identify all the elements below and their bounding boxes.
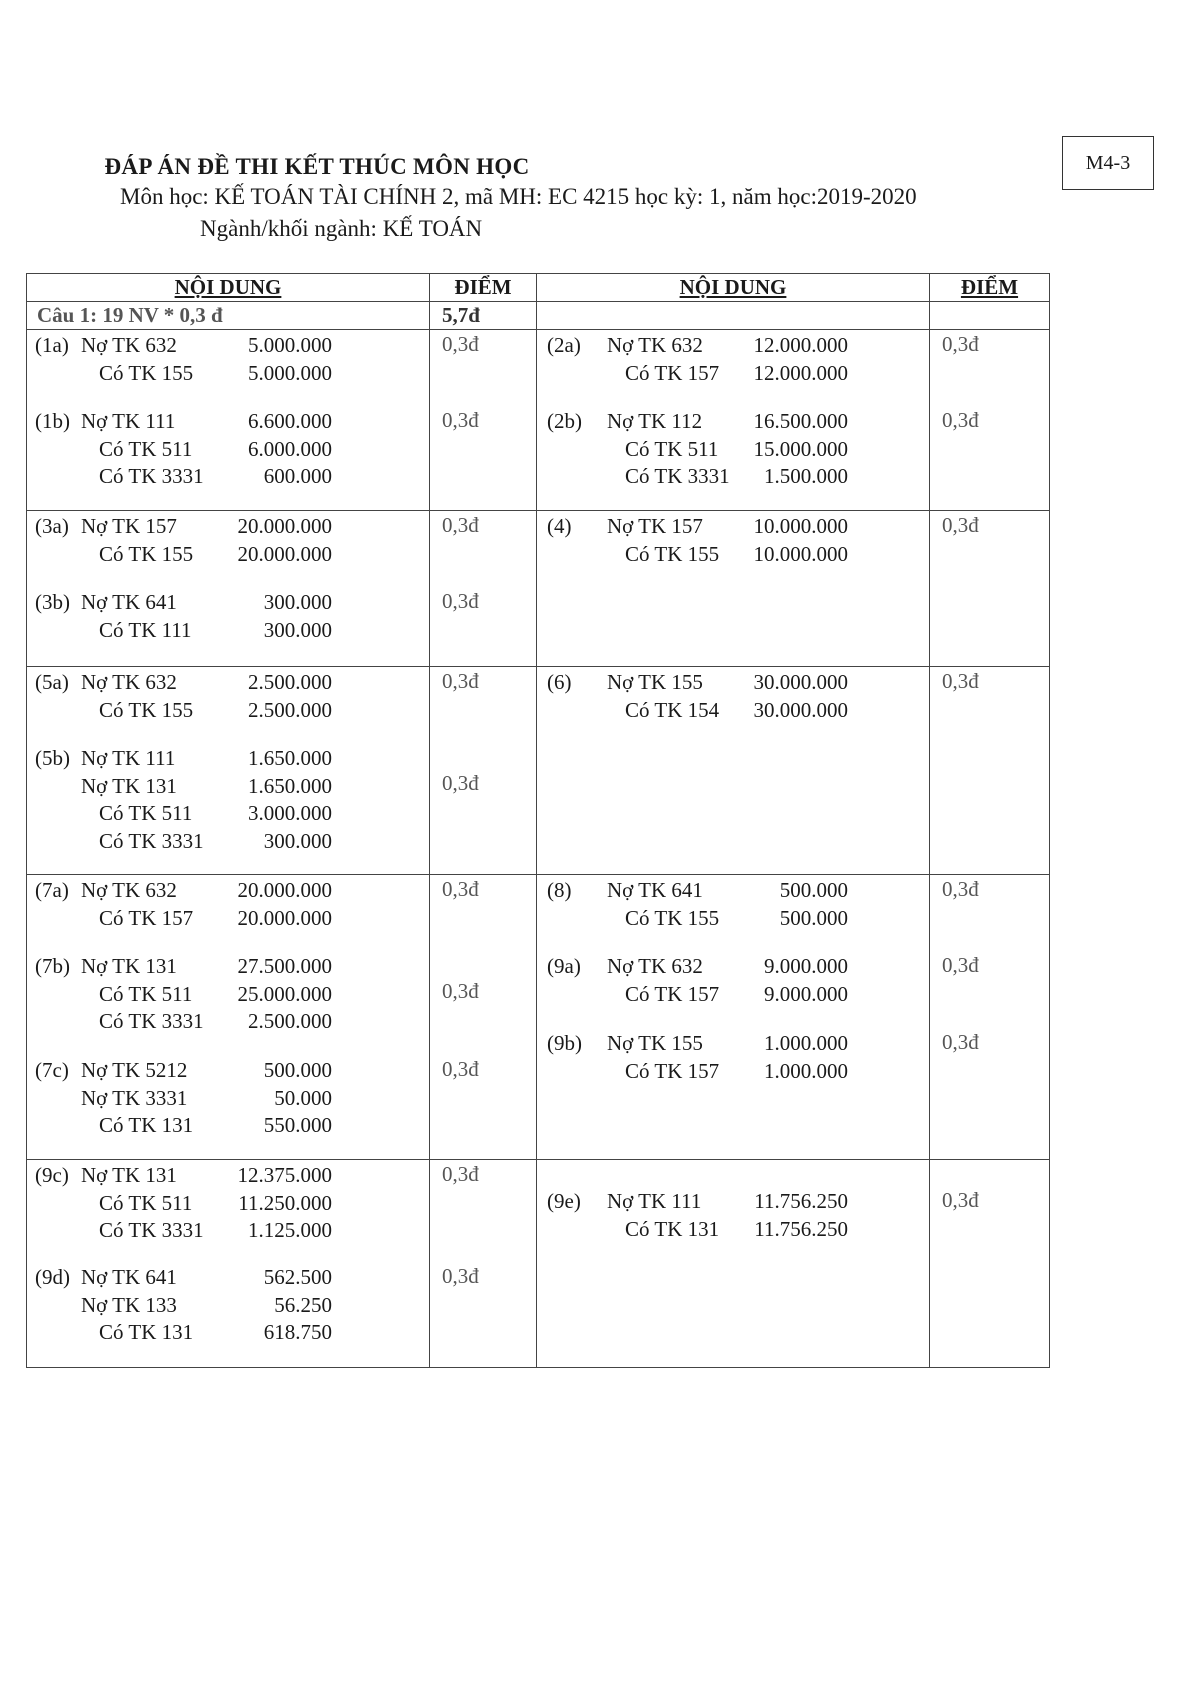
table-cell xyxy=(27,511,430,667)
debit-account: Nợ TK 641 xyxy=(81,590,177,614)
amount: 27.500.000 xyxy=(237,954,332,978)
document-title-text: ĐÁP ÁN ĐỀ THI KẾT THÚC MÔN HỌC xyxy=(104,154,530,179)
amount: 5.000.000 xyxy=(248,360,332,385)
amount: 1.000.000 xyxy=(764,1058,848,1083)
debit-account: Nợ TK 632 xyxy=(81,670,177,694)
amount: 1.000.000 xyxy=(764,1031,848,1055)
credit-account: Có TK 155 xyxy=(99,360,194,385)
credit-account: Có TK 131 xyxy=(625,1216,720,1241)
entry-line xyxy=(27,697,429,725)
right-content-cell xyxy=(537,511,929,666)
journal-entry xyxy=(537,877,929,932)
entry-label: (9b) xyxy=(547,1031,582,1055)
course-info: Môn học: KẾ TOÁN TÀI CHÍNH 2, mã MH: EC 4215 học kỳ: 1, năm học:2019-2020 xyxy=(120,184,917,209)
entry-line xyxy=(27,1057,429,1085)
left-score-cell xyxy=(430,1160,536,1367)
entry-line xyxy=(27,1292,429,1320)
entry-score: 0,3đ xyxy=(942,669,979,693)
entry-label: (1a) xyxy=(35,333,69,357)
entry-line xyxy=(27,905,429,933)
header-score-left-text: ĐIỂM xyxy=(454,275,512,299)
amount: 16.500.000 xyxy=(753,409,848,433)
entry-line xyxy=(27,877,429,905)
entry-block-row xyxy=(27,1160,1050,1368)
table-header-row xyxy=(27,274,1050,302)
credit-account: Có TK 157 xyxy=(99,905,194,930)
credit-account: Có TK 3331 xyxy=(99,1009,204,1033)
debit-account: Nợ TK 111 xyxy=(81,409,176,433)
entry-line xyxy=(27,669,429,697)
entry-line xyxy=(27,408,429,436)
entry-line xyxy=(27,1190,429,1218)
amount: 562.500 xyxy=(263,1265,332,1289)
header-score-left xyxy=(430,274,537,302)
left-score-cell xyxy=(430,511,536,666)
entry-score: 0,3đ xyxy=(442,669,479,693)
left-content-cell xyxy=(27,1160,429,1367)
entry-line xyxy=(27,1264,429,1292)
entry-line xyxy=(27,1319,429,1347)
credit-account: Có TK 131 xyxy=(99,1113,194,1137)
right-content-cell xyxy=(537,875,929,1159)
amount: 30.000.000 xyxy=(753,697,848,722)
amount: 6.000.000 xyxy=(248,436,332,461)
entry-label: (7a) xyxy=(35,878,69,902)
credit-account: Có TK 3331 xyxy=(99,464,204,488)
entry-line xyxy=(27,1217,429,1245)
entry-score: 0,3đ xyxy=(942,1030,979,1054)
entry-score: 0,3đ xyxy=(942,1188,979,1212)
left-content-cell xyxy=(27,330,429,510)
amount: 25.000.000 xyxy=(237,981,332,1006)
entry-line xyxy=(27,513,429,541)
entry-line xyxy=(537,408,929,436)
credit-account: Có TK 111 xyxy=(99,617,192,642)
entry-line xyxy=(27,1112,429,1140)
amount: 300.000 xyxy=(263,617,332,642)
table-cell xyxy=(27,875,430,1160)
entry-line xyxy=(537,669,929,697)
entry-line xyxy=(537,436,929,464)
journal-entry xyxy=(27,953,429,1036)
journal-entry xyxy=(537,669,929,724)
credit-account: Có TK 155 xyxy=(99,697,194,722)
table-cell xyxy=(430,667,537,875)
entry-score: 0,3đ xyxy=(942,408,979,432)
entry-line xyxy=(27,773,429,801)
right-score-cell xyxy=(930,1160,1049,1367)
entry-score: 0,3đ xyxy=(442,1057,479,1081)
table-cell xyxy=(930,667,1050,875)
amount: 3.000.000 xyxy=(248,801,332,825)
credit-account: Có TK 3331 xyxy=(99,828,204,853)
entry-line xyxy=(537,1188,929,1216)
amount: 20.000.000 xyxy=(237,541,332,566)
entry-line xyxy=(537,463,929,491)
entry-score: 0,3đ xyxy=(442,979,479,1003)
entry-label: (9d) xyxy=(35,1265,70,1289)
debit-account: Nợ TK 131 xyxy=(81,773,177,798)
entry-line xyxy=(27,617,429,645)
table-cell xyxy=(27,667,430,875)
table-cell xyxy=(430,875,537,1160)
entry-label: (3b) xyxy=(35,590,70,614)
amount: 9.000.000 xyxy=(764,954,848,978)
amount: 56.250 xyxy=(274,1292,332,1317)
entry-label: (7c) xyxy=(35,1058,69,1082)
journal-entry xyxy=(27,1162,429,1245)
journal-entry xyxy=(537,513,929,568)
entry-line xyxy=(27,1085,429,1113)
amount: 50.000 xyxy=(274,1085,332,1110)
entry-block-row xyxy=(27,330,1050,511)
entry-line xyxy=(27,828,429,856)
entry-score: 0,3đ xyxy=(442,771,479,795)
credit-account: Có TK 155 xyxy=(99,541,194,566)
entry-score: 0,3đ xyxy=(942,332,979,356)
major-info: Ngành/khối ngành: KẾ TOÁN xyxy=(200,216,483,241)
entry-label: (8) xyxy=(547,878,572,902)
journal-entry xyxy=(27,408,429,491)
entry-score: 0,3đ xyxy=(942,513,979,537)
debit-account: Nợ TK 155 xyxy=(607,1031,703,1055)
amount: 12.000.000 xyxy=(753,360,848,385)
debit-account: Nợ TK 632 xyxy=(607,333,703,357)
amount: 20.000.000 xyxy=(237,905,332,930)
journal-entry xyxy=(27,332,429,387)
entry-label: (5b) xyxy=(35,746,70,770)
entry-line xyxy=(27,1162,429,1190)
debit-account: Nợ TK 112 xyxy=(607,409,703,433)
entry-line xyxy=(537,953,929,981)
entry-line xyxy=(27,1008,429,1036)
credit-account: Có TK 157 xyxy=(625,360,720,385)
journal-entry xyxy=(27,1057,429,1140)
amount: 500.000 xyxy=(779,905,848,930)
amount: 9.000.000 xyxy=(764,981,848,1006)
table-cell xyxy=(537,1160,930,1368)
amount: 2.500.000 xyxy=(248,1009,332,1033)
header-content-right-text: NỘI DUNG xyxy=(679,275,787,299)
question-empty-cell xyxy=(930,302,1050,330)
entry-score: 0,3đ xyxy=(442,513,479,537)
entry-line xyxy=(537,513,929,541)
entry-label: (4) xyxy=(547,514,572,538)
debit-account: Nợ TK 131 xyxy=(81,954,177,978)
credit-account: Có TK 511 xyxy=(99,436,193,461)
journal-entry xyxy=(27,513,429,568)
amount: 1.125.000 xyxy=(248,1218,332,1242)
table-cell xyxy=(930,1160,1050,1368)
amount: 20.000.000 xyxy=(237,878,332,902)
entry-label: (3a) xyxy=(35,514,69,538)
journal-entry xyxy=(537,408,929,491)
amount: 550.000 xyxy=(263,1113,332,1137)
amount: 10.000.000 xyxy=(753,541,848,566)
entry-line xyxy=(27,745,429,773)
credit-account: Có TK 157 xyxy=(625,1058,720,1083)
debit-account: Nợ TK 157 xyxy=(81,514,177,538)
table-cell xyxy=(537,667,930,875)
debit-account: Nợ TK 641 xyxy=(607,878,703,902)
amount: 2.500.000 xyxy=(248,697,332,722)
left-score-cell xyxy=(430,875,536,1159)
document-code: M4-3 xyxy=(1085,151,1131,174)
left-score-cell xyxy=(430,667,536,874)
journal-entry xyxy=(537,1188,929,1243)
amount: 618.750 xyxy=(263,1320,332,1344)
table-cell xyxy=(430,1160,537,1368)
amount: 5.000.000 xyxy=(248,333,332,357)
entry-score: 0,3đ xyxy=(442,877,479,901)
credit-account: Có TK 511 xyxy=(625,436,719,461)
entry-label: (6) xyxy=(547,670,572,694)
header-content-right xyxy=(537,274,930,302)
debit-account: Nợ TK 5212 xyxy=(81,1058,188,1082)
entry-score: 0,3đ xyxy=(442,1264,479,1288)
entry-score: 0,3đ xyxy=(442,332,479,356)
entry-line xyxy=(537,360,929,388)
debit-account: Nợ TK 632 xyxy=(607,954,703,978)
journal-entry xyxy=(27,589,429,644)
journal-entry xyxy=(27,745,429,855)
entry-line xyxy=(27,981,429,1009)
debit-account: Nợ TK 111 xyxy=(81,746,176,770)
left-score-cell xyxy=(430,330,536,510)
debit-account: Nợ TK 111 xyxy=(607,1189,702,1213)
amount: 15.000.000 xyxy=(753,436,848,461)
amount: 10.000.000 xyxy=(753,514,848,538)
credit-account: Có TK 511 xyxy=(99,981,193,1006)
entry-label: (9c) xyxy=(35,1163,69,1187)
table-cell xyxy=(27,330,430,511)
entry-line xyxy=(27,360,429,388)
credit-account: Có TK 511 xyxy=(99,1190,193,1215)
amount: 500.000 xyxy=(263,1058,332,1082)
debit-account: Nợ TK 632 xyxy=(81,333,177,357)
entry-line xyxy=(537,541,929,569)
amount: 20.000.000 xyxy=(237,514,332,538)
credit-account: Có TK 155 xyxy=(625,905,720,930)
amount: 1.650.000 xyxy=(248,773,332,798)
amount: 11.250.000 xyxy=(238,1190,332,1215)
question-label: Câu 1: 19 NV * 0,3 đ xyxy=(27,302,430,330)
journal-entry xyxy=(537,953,929,1008)
debit-account: Nợ TK 133 xyxy=(81,1292,177,1317)
debit-account: Nợ TK 157 xyxy=(607,514,703,538)
entry-line xyxy=(537,1216,929,1244)
right-score-cell xyxy=(930,511,1049,666)
credit-account: Có TK 511 xyxy=(99,801,193,825)
entry-label: (5a) xyxy=(35,670,69,694)
header-content-left-text: NỘI DUNG xyxy=(174,275,282,299)
header-score-right-text: ĐIỂM xyxy=(960,275,1019,299)
entry-line xyxy=(537,1058,929,1086)
amount: 1.500.000 xyxy=(764,464,848,488)
credit-account: Có TK 131 xyxy=(99,1320,194,1344)
entry-line xyxy=(537,905,929,933)
amount: 30.000.000 xyxy=(753,670,848,694)
table-cell xyxy=(537,511,930,667)
question-empty-cell xyxy=(537,302,930,330)
right-content-cell xyxy=(537,667,929,874)
entry-score: 0,3đ xyxy=(942,877,979,901)
question-row xyxy=(27,302,1050,330)
entry-line xyxy=(537,697,929,725)
table-cell xyxy=(430,330,537,511)
debit-account: Nợ TK 632 xyxy=(81,878,177,902)
entry-block-row xyxy=(27,511,1050,667)
journal-entry xyxy=(27,877,429,932)
journal-entry xyxy=(537,1030,929,1085)
amount: 2.500.000 xyxy=(248,670,332,694)
question-score: 5,7đ xyxy=(430,302,537,330)
right-score-cell xyxy=(930,875,1049,1159)
entry-label: (9e) xyxy=(547,1189,581,1213)
table-cell xyxy=(930,330,1050,511)
entry-score: 0,3đ xyxy=(442,408,479,432)
amount: 12.375.000 xyxy=(237,1163,332,1187)
entry-score: 0,3đ xyxy=(442,589,479,613)
amount: 1.650.000 xyxy=(248,746,332,770)
amount: 300.000 xyxy=(263,828,332,853)
entry-line xyxy=(537,332,929,360)
amount: 6.600.000 xyxy=(248,409,332,433)
entry-block-row xyxy=(27,875,1050,1160)
journal-entry xyxy=(27,1264,429,1347)
entry-line xyxy=(537,1030,929,1058)
left-content-cell xyxy=(27,511,429,666)
credit-account: Có TK 3331 xyxy=(625,464,730,488)
entry-line xyxy=(27,541,429,569)
right-content-cell xyxy=(537,330,929,510)
entry-line xyxy=(27,436,429,464)
right-score-cell xyxy=(930,330,1049,510)
amount: 12.000.000 xyxy=(753,333,848,357)
credit-account: Có TK 157 xyxy=(625,981,720,1006)
table-cell xyxy=(930,875,1050,1160)
right-score-cell xyxy=(930,667,1049,874)
table-cell xyxy=(537,875,930,1160)
right-content-cell xyxy=(537,1160,929,1367)
left-content-cell xyxy=(27,667,429,874)
debit-account: Nợ TK 155 xyxy=(607,670,703,694)
entry-label: (1b) xyxy=(35,409,70,433)
debit-account: Nợ TK 131 xyxy=(81,1163,177,1187)
entry-line xyxy=(27,332,429,360)
debit-account: Nợ TK 641 xyxy=(81,1265,177,1289)
entry-line xyxy=(537,877,929,905)
credit-account: Có TK 155 xyxy=(625,541,720,566)
entry-score: 0,3đ xyxy=(942,953,979,977)
entry-line xyxy=(27,463,429,491)
answer-table xyxy=(26,273,1050,1368)
journal-entry xyxy=(537,332,929,387)
amount: 300.000 xyxy=(263,590,332,614)
document-title xyxy=(0,151,1191,180)
header-score-right xyxy=(930,274,1050,302)
amount: 11.756.250 xyxy=(754,1216,848,1241)
table-cell xyxy=(430,511,537,667)
entry-block-row xyxy=(27,667,1050,875)
entry-line xyxy=(27,800,429,828)
debit-account: Nợ TK 3331 xyxy=(81,1085,188,1110)
credit-account: Có TK 154 xyxy=(625,697,720,722)
entry-label: (2b) xyxy=(547,409,582,433)
amount: 500.000 xyxy=(779,878,848,902)
left-content-cell xyxy=(27,875,429,1159)
credit-account: Có TK 3331 xyxy=(99,1218,204,1242)
entry-line xyxy=(27,953,429,981)
entry-line xyxy=(537,981,929,1009)
table-cell xyxy=(27,1160,430,1368)
entry-label: (7b) xyxy=(35,954,70,978)
entry-label: (2a) xyxy=(547,333,581,357)
entry-score: 0,3đ xyxy=(442,1162,479,1186)
amount: 600.000 xyxy=(263,464,332,488)
journal-entry xyxy=(27,669,429,724)
entry-line xyxy=(27,589,429,617)
table-cell xyxy=(537,330,930,511)
header-content-left xyxy=(27,274,430,302)
amount: 11.756.250 xyxy=(754,1189,848,1213)
entry-label: (9a) xyxy=(547,954,581,978)
table-cell xyxy=(930,511,1050,667)
